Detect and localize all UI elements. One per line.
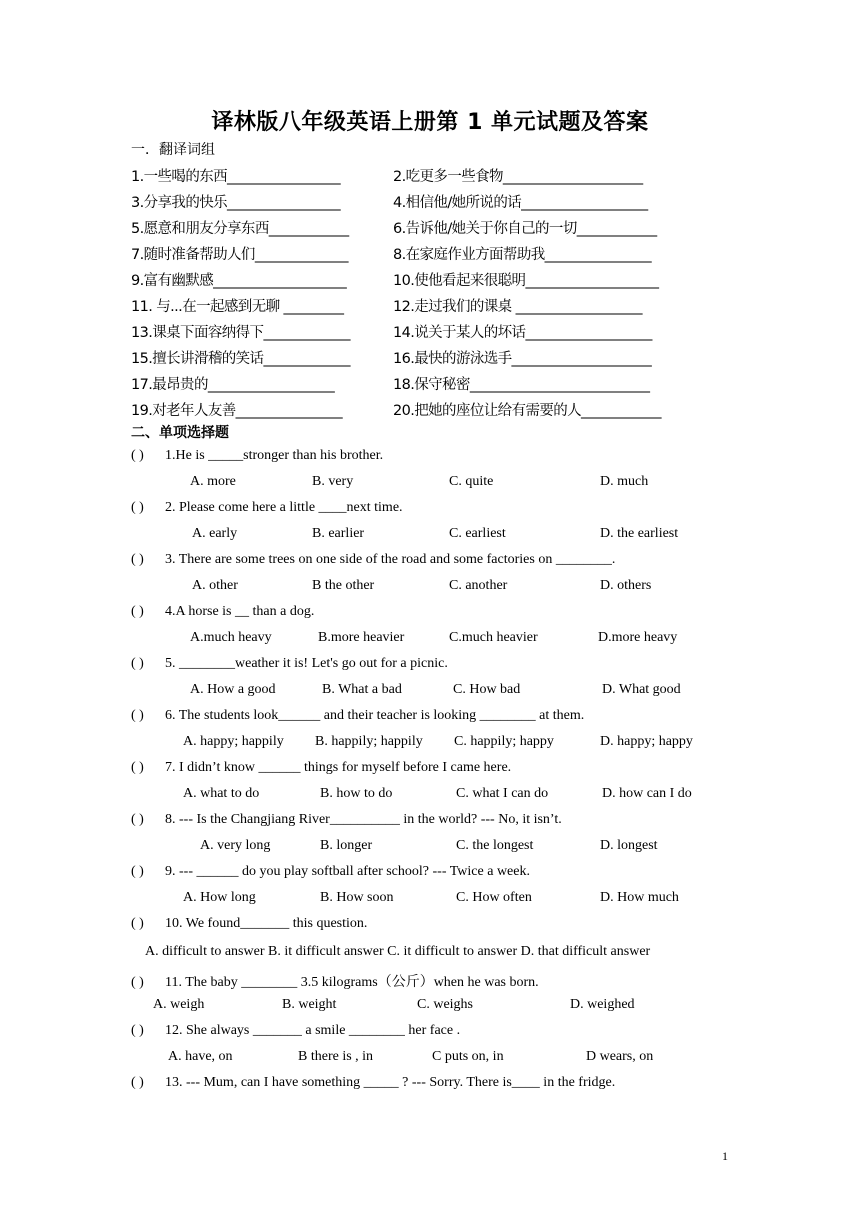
option-b: B. very [312,474,354,489]
translation-item: 6.告诉他/她关于你自己的一切____________ [393,221,657,237]
question-line [131,812,562,828]
translation-item: 2.吃更多一些食物_____________________ [393,169,643,185]
option-d: D. happy; happy [600,734,693,749]
option-c: C. quite [449,474,494,489]
option-c: C.much heavier [449,630,538,645]
option-b: B. how to do [320,786,393,801]
translation-item: 1.一些喝的东西_________________ [131,169,341,185]
option-d: D. the earliest [600,526,679,541]
translation-item: 16.最快的游泳选手_____________________ [393,351,652,367]
option-d: D. longest [600,838,658,853]
question-text: 11. The baby ________ 3.5 kilograms（公斤）when he was born. [165,975,539,990]
answer-bracket: ( ) [131,975,144,990]
option-a: A. more [190,474,236,489]
option-d: D. How much [600,890,679,905]
question-text: 5. ________weather it is! Let's go out for a picnic. [165,656,448,671]
answer-bracket: ( ) [131,760,144,775]
question-text: 13. --- Mum, can I have something _____ ? --- Sorry. There is____ in the fridge. [165,1075,616,1090]
answer-bracket: ( ) [131,864,144,879]
option-b: B the other [312,578,375,593]
question-line [131,708,584,724]
answer-bracket: ( ) [131,1023,144,1038]
option-a: A. How long [183,890,256,905]
answer-bracket: ( ) [131,656,144,671]
section-2-heading: 二、单项选择题 [131,425,229,441]
option-b: B. earlier [312,526,365,541]
translation-item: 12.走过我们的课桌 ___________________ [393,299,642,315]
question-line [131,500,403,516]
option-b: B.more heavier [318,630,405,645]
translation-item: 10.使他看起来很聪明____________________ [393,273,659,289]
translation-item: 3.分享我的快乐_________________ [131,195,341,211]
option-a: A. other [192,578,238,593]
question-line [131,448,383,464]
translation-item: 8.在家庭作业方面帮助我________________ [393,247,652,263]
question-line [131,552,615,568]
translation-item: 17.最昂贵的___________________ [131,377,335,393]
option-c: C. weighs [417,997,473,1012]
question-line [131,971,539,991]
question-text: 3. There are some trees on one side of the road and some factories on ________. [165,552,616,567]
option-d: D. how can I do [602,786,692,801]
answer-bracket: ( ) [131,1075,144,1090]
option-c: C. How bad [453,682,521,697]
question-line [131,604,314,620]
option-b: B. happily; happily [315,734,423,749]
option-c: C. another [449,578,508,593]
option-b: B. What a bad [322,682,402,697]
option-c: C. what I can do [456,786,549,801]
answer-bracket: ( ) [131,552,144,567]
answer-bracket: ( ) [131,500,144,515]
option-c: C. happily; happy [454,734,554,749]
question-line [131,864,530,880]
question-line [131,1075,615,1091]
translation-item: 7.随时准备帮助人们______________ [131,247,348,263]
answer-bracket: ( ) [131,604,144,619]
option-d: D wears, on [586,1049,654,1064]
option-a: A. early [192,526,238,541]
question-text: 8. --- Is the Changjiang River__________ in the world? --- No, it isn’t. [165,812,562,827]
question-text: 12. She always _______ a smile ________ her face . [165,1023,461,1038]
question-text: 9. --- ______ do you play softball after school? --- Twice a week. [165,864,530,879]
option-d: D. much [600,474,649,489]
options-line: A. difficult to answer B. it difficult answer C. it difficult to answer D. that difficult answer [145,944,651,959]
option-b: B. weight [282,997,337,1012]
option-c: C. the longest [456,838,534,853]
question-line [131,916,367,932]
answer-bracket: ( ) [131,448,144,463]
question-text: 6. The students look______ and their teacher is looking ________ at them. [165,708,585,723]
translation-item: 13.课桌下面容纳得下_____________ [131,325,350,341]
option-b: B there is , in [298,1049,374,1064]
section-1-heading: 一．翻译词组 [131,142,215,158]
question-text: 1.He is _____stronger than his brother. [165,448,384,463]
translation-item: 15.擅长讲滑稽的笑话_____________ [131,351,350,367]
translation-item: 19.对老年人友善________________ [131,403,343,419]
translation-item: 11. 与...在一起感到无聊 _________ [131,299,344,315]
answer-bracket: ( ) [131,812,144,827]
translation-item: 9.富有幽默感____________________ [131,273,347,289]
translation-item: 14.说关于某人的坏话___________________ [393,325,652,341]
option-a: A. How a good [190,682,276,697]
option-b: B. How soon [320,890,394,905]
translation-item: 5.愿意和朋友分享东西____________ [131,221,349,237]
option-c: C. How often [456,890,532,905]
option-c: C. earliest [449,526,506,541]
translation-item: 20.把她的座位让给有需要的人____________ [393,403,661,419]
option-d: D. weighed [570,997,635,1012]
option-a: A. very long [200,838,271,853]
option-a: A. have, on [168,1049,233,1064]
question-text: 4.A horse is __ than a dog. [165,604,315,619]
page-title: 译林版八年级英语上册第 1 单元试题及答案 [211,110,649,135]
question-line [131,760,511,776]
question-line [131,1023,460,1039]
option-a: A. what to do [183,786,260,801]
option-a: A. weigh [153,997,205,1012]
page-number: 1 [722,1149,728,1163]
option-d: D.more heavy [598,630,678,645]
translation-item: 4.相信他/她所说的话___________________ [393,195,648,211]
option-d: D. others [600,578,652,593]
answer-bracket: ( ) [131,916,144,931]
option-d: D. What good [602,682,681,697]
option-b: B. longer [320,838,373,853]
option-a: A.much heavy [190,630,272,645]
question-text: 7. I didn’t know ______ things for myself before I came here. [165,760,512,775]
option-a: A. happy; happily [183,734,284,749]
question-text: 2. Please come here a little ____next time. [165,500,403,515]
answer-bracket: ( ) [131,708,144,723]
question-line [131,656,448,672]
question-text: 10. We found_______ this question. [165,916,368,931]
option-c: C puts on, in [432,1049,504,1064]
translation-item: 18.保守秘密___________________________ [393,377,650,393]
